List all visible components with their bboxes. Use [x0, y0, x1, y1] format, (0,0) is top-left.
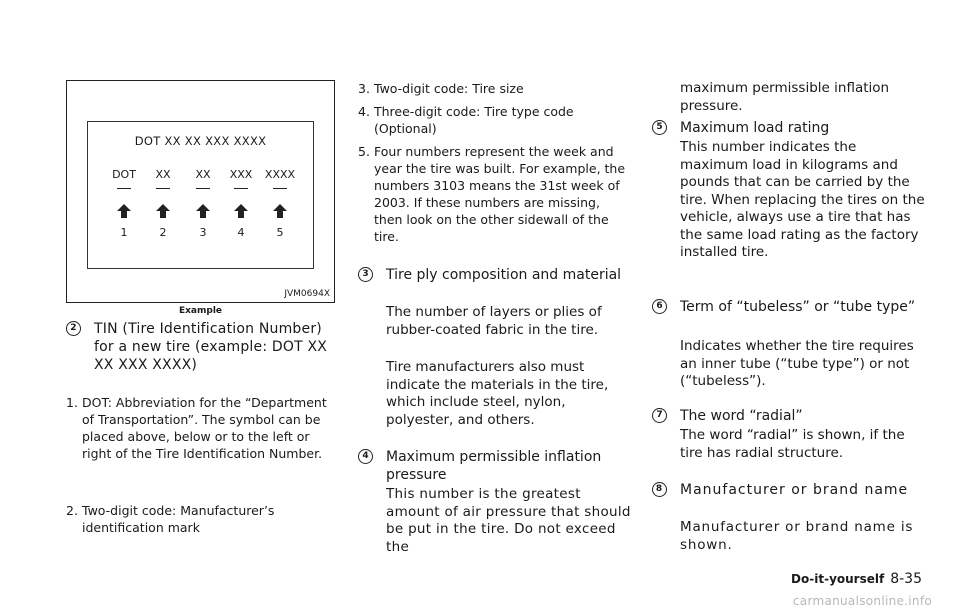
- arrow-up-icon: [196, 204, 210, 218]
- tin-code-5: XXXX: [264, 168, 296, 181]
- step-text: DOT: Abbreviation for the “Department of Transportation”. The symbol can be placed above, below or to the left or right of the Tire Identification Number.: [82, 395, 327, 461]
- circled-number-icon: 7: [652, 408, 667, 423]
- page-footer: [791, 571, 922, 587]
- figure-caption: Example: [178, 306, 223, 316]
- heading-max-load: [652, 119, 928, 137]
- tin-underline-5: [273, 188, 287, 189]
- arrow-up-icon: [156, 204, 170, 218]
- heading-tin: [66, 320, 338, 374]
- heading-tin-text: TIN (Tire Identification Number) for a new tire (example: DOT XX XX XXX XXXX): [94, 321, 328, 373]
- circled-number-icon: 8: [652, 482, 667, 497]
- tin-number-2: 2: [159, 226, 167, 239]
- tin-underline-4: [234, 188, 248, 189]
- watermark: carmanualsonline.info: [792, 594, 932, 608]
- circled-number-icon: 6: [652, 299, 667, 314]
- tin-code-3: XX: [195, 168, 211, 181]
- arrow-up-icon: [234, 204, 248, 218]
- heading-ply-composition: [358, 266, 632, 284]
- heading-radial: [652, 407, 928, 425]
- circled-number-icon: 2: [66, 321, 81, 336]
- step-number: 1.: [66, 395, 78, 410]
- heading-tubeless-text: Term of “tubeless” or “tube type”: [680, 299, 916, 315]
- heading-tubeless: [652, 298, 928, 316]
- heading-radial-text: The word “radial”: [680, 408, 803, 424]
- step-text: Three-digit code: Tire type code (Optional): [374, 104, 574, 136]
- arrow-up-icon: [117, 204, 131, 218]
- step-text: Two-digit code: Tire size: [374, 81, 524, 96]
- step-3: [358, 80, 632, 97]
- brand-paragraph: Manufacturer or brand name is shown.: [680, 519, 914, 553]
- figure-id: JVM0694X: [284, 289, 330, 299]
- step-5: [358, 143, 632, 245]
- circled-number-icon: 3: [358, 267, 373, 282]
- heading-max-inflation: [358, 448, 632, 484]
- page-number: 8-35: [890, 571, 922, 587]
- load-paragraph: This number indicates the maximum load in kilograms and pounds that can be carried by the tire. When replacing the tires on the vehicle, always use a tire that has the same load rating as the factory installed tire.: [680, 139, 925, 260]
- arrow-up-icon: [273, 204, 287, 218]
- tin-number-5: 5: [276, 226, 284, 239]
- tubeless-paragraph: Indicates whether the tire requires an inner tube (“tube type”) or not (“tubeless”).: [680, 338, 914, 389]
- step-number: 5.: [358, 144, 370, 159]
- tin-example-figure: [66, 80, 335, 303]
- step-number: 4.: [358, 104, 370, 119]
- step-1: [66, 394, 338, 462]
- tin-underline-2: [156, 188, 170, 189]
- step-4: [358, 103, 632, 137]
- step-2: [66, 502, 338, 536]
- radial-paragraph: The word “radial” is shown, if the tire has radial structure.: [680, 427, 905, 461]
- circled-number-icon: 5: [652, 120, 667, 135]
- ply-paragraph-2: Tire manufacturers also must indicate the materials in the tire, which include steel, nylon, polyester, and others.: [386, 359, 609, 428]
- step-text: Two-digit code: Manufacturer’s identification mark: [82, 503, 275, 535]
- tin-number-4: 4: [237, 226, 245, 239]
- tin-underline-1: [117, 188, 131, 189]
- tin-code-2: XX: [155, 168, 171, 181]
- footer-section-label: Do-it-yourself: [791, 572, 885, 586]
- heading-load-text: Maximum load rating: [680, 120, 830, 136]
- inflation-paragraph: This number is the greatest amount of air pressure that should be put in the tire. Do not exceed the: [386, 486, 631, 555]
- step-number: 2.: [66, 503, 78, 518]
- tin-code-dot: DOT: [112, 168, 136, 181]
- heading-brand: [652, 481, 928, 499]
- tin-number-1: 1: [120, 226, 128, 239]
- tin-diagram-title: DOT XX XX XXX XXXX: [134, 134, 267, 148]
- tin-code-4: XXX: [229, 168, 253, 181]
- heading-inflation-text: Maximum permissible inflation pressure: [386, 449, 602, 483]
- heading-brand-text: Manufacturer or brand name: [680, 482, 909, 498]
- heading-ply-text: Tire ply composition and material: [386, 267, 622, 283]
- tin-underline-3: [196, 188, 210, 189]
- ply-paragraph-1: The number of layers or plies of rubber-coated fabric in the tire.: [386, 304, 602, 338]
- step-text: Four numbers represent the week and year the tire was built. For example, the numbers 3103 means the 31st week of 2003. If these numbers are missing, then look on the other sidewall of the tire.: [374, 144, 626, 244]
- inflation-continued: maximum permissible inflation pressure.: [680, 80, 890, 114]
- circled-number-icon: 4: [358, 449, 373, 464]
- step-number: 3.: [358, 81, 370, 96]
- tin-number-3: 3: [199, 226, 207, 239]
- tin-diagram-box: [87, 121, 314, 269]
